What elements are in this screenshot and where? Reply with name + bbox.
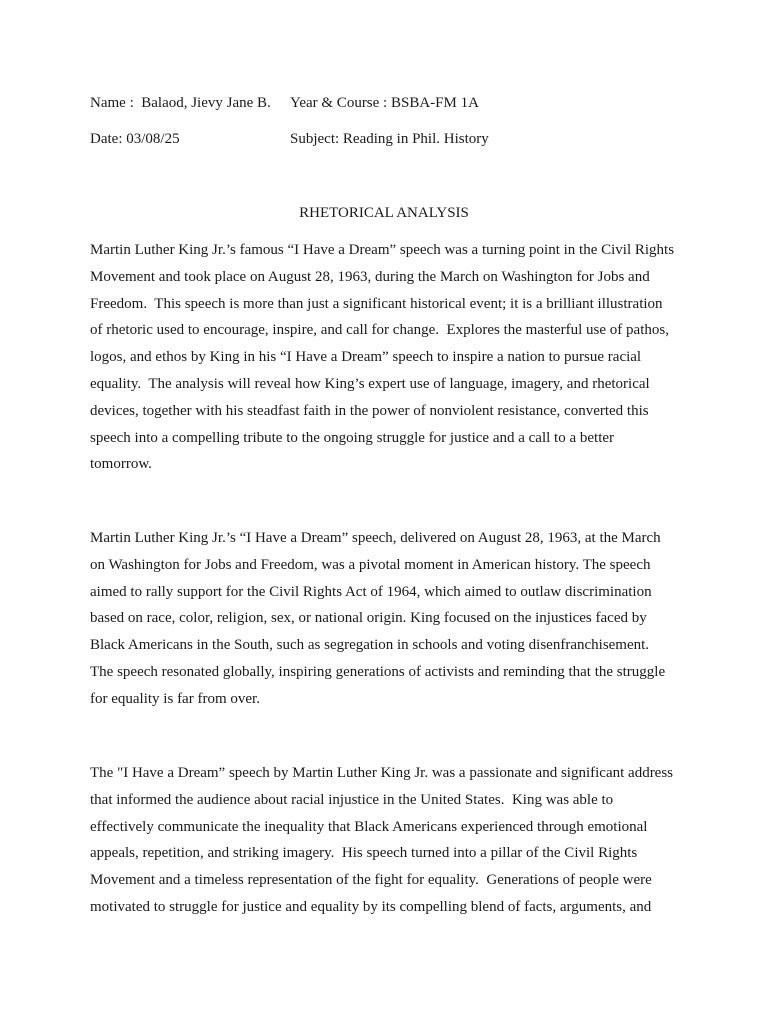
text-line: speech into a compelling tribute to the ongoing struggle for justice and a call to a better — [90, 429, 615, 446]
student-name: Name : Balaod, Jievy Jane B. — [90, 95, 271, 111]
text-line: equality. The analysis will reveal how King’s expert use of language, imagery, and rhetorical — [90, 375, 650, 392]
text-line: of rhetoric used to encourage, inspire, and call for change. Explores the masterful use of pathos, — [90, 322, 669, 339]
text-line: The "I Have a Dream” speech by Martin Luther King Jr. was a passionate and significant address — [90, 765, 674, 781]
text-line: based on race, color, religion, sex, or national origin. King focused on the injustices faced by — [90, 610, 647, 627]
text-line: that informed the audience about racial injustice in the United States. King was able to — [90, 791, 614, 808]
text-line: Martin Luther King Jr.’s “I Have a Dream” speech, delivered on August 28, 1963, at the March — [90, 530, 661, 546]
year-course: Year & Course : BSBA-FM 1A — [290, 95, 479, 111]
subject: Subject: Reading in Phil. History — [290, 131, 489, 147]
text-line: The speech resonated globally, inspiring generations of activists and reminding that the struggle — [90, 663, 666, 680]
text-line: for equality is far from over. — [90, 690, 260, 707]
text-line: Movement and a timeless representation of the fight for equality. Generations of people were — [90, 872, 652, 889]
date: Date: 03/08/25 — [90, 131, 180, 147]
text-line: logos, and ethos by King in his “I Have a Dream” speech to inspire a nation to pursue racial — [90, 349, 642, 366]
text-line: appeals, repetition, and striking imagery. His speech turned into a pillar of the Civil Rights — [90, 845, 638, 862]
text-line: devices, together with his steadfast faith in the power of nonviolent resistance, converted this — [90, 402, 649, 419]
paragraph-2 — [90, 525, 690, 713]
text-line: Martin Luther King Jr.’s famous “I Have a Dream” speech was a turning point in the Civil Rights — [90, 242, 675, 258]
text-line: Black Americans in the South, such as segregation in schools and voting disenfranchisement. — [90, 637, 650, 654]
text-line: Freedom. This speech is more than just a significant historical event; it is a brilliant illustration — [90, 295, 663, 312]
document-title: RHETORICAL ANALYSIS — [299, 205, 469, 221]
text-line: Movement and took place on August 28, 1963, during the March on Washington for Jobs and — [90, 268, 650, 285]
text-line: aimed to rally support for the Civil Rights Act of 1964, which aimed to outlaw discrimination — [90, 583, 652, 600]
text-line: tomorrow. — [90, 456, 152, 473]
text-line: on Washington for Jobs and Freedom, was a pivotal moment in American history. The speech — [90, 556, 651, 573]
text-line: motivated to struggle for justice and equality by its compelling blend of facts, arguments, and — [90, 898, 652, 915]
text-line: effectively communicate the inequality that Black Americans experienced through emotional — [90, 818, 648, 835]
paragraph-1 — [90, 237, 690, 478]
paragraph-3 — [90, 760, 690, 921]
